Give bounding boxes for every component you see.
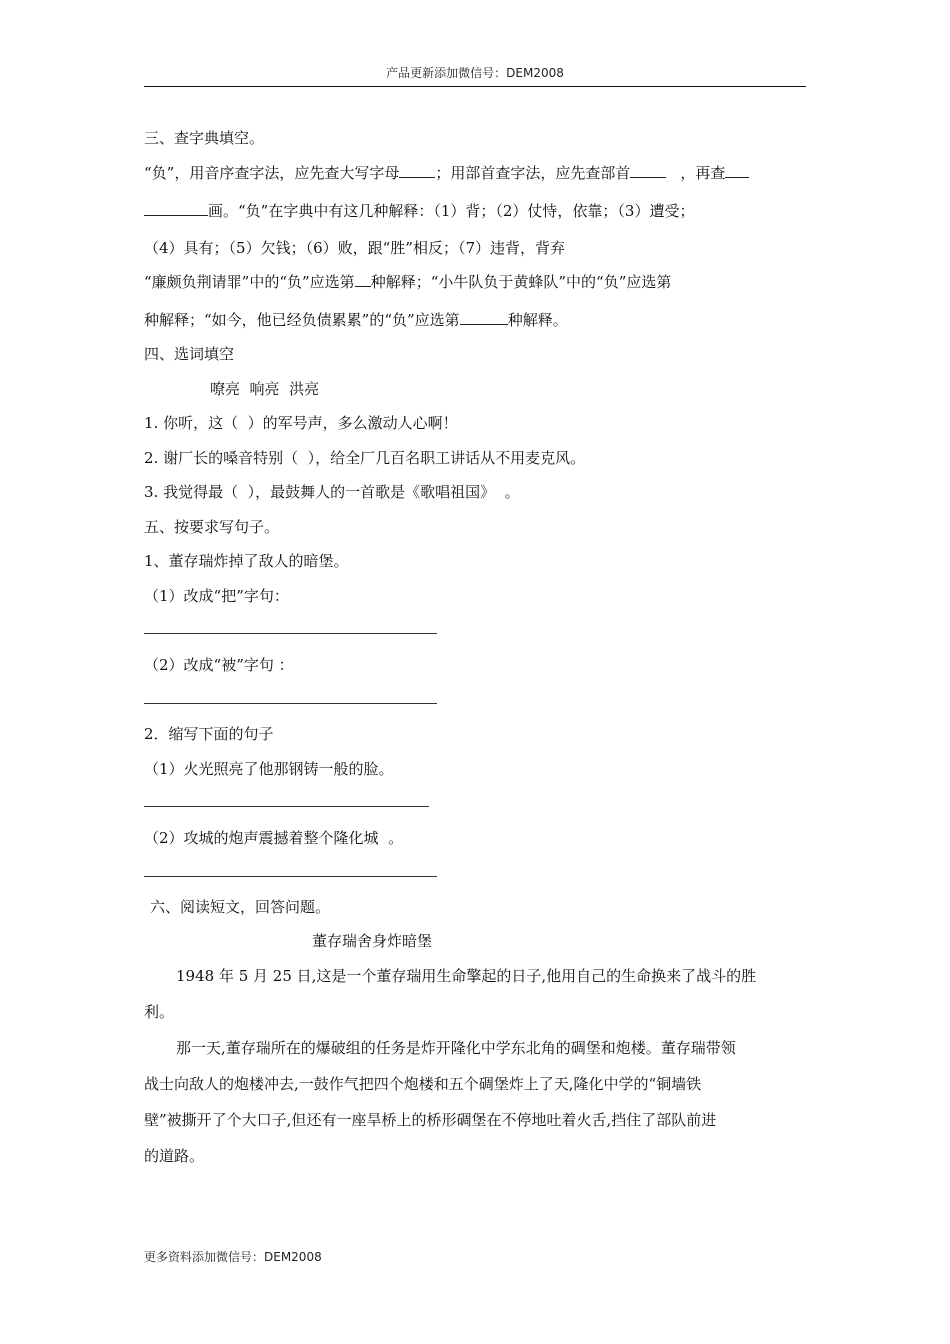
- answer-line[interactable]: [144, 703, 437, 704]
- page-footer: 更多资料添加微信号：DEM2008: [144, 1250, 322, 1264]
- section5-item1: 1、董存瑞炸掉了敌人的暗堡。: [144, 552, 349, 570]
- passage-paragraph-2-cont: 壁”被撕开了个大口子,但还有一座旱桥上的桥形碉堡在不停地吐着火舌,挡住了部队前进: [144, 1111, 717, 1129]
- section3-title: 三、查字典填空。: [144, 129, 265, 147]
- section3-line3: （4）具有；（5）欠钱；（6）败，跟“胜”相反；（7）违背，背弃: [144, 239, 566, 257]
- header-divider: [144, 86, 806, 87]
- passage-paragraph-2-cont: 战士向敌人的炮楼冲去,一鼓作气把四个炮楼和五个碉堡炸上了天,隆化中学的“铜墙铁: [144, 1075, 702, 1093]
- blank-strokes-b[interactable]: [144, 201, 208, 216]
- blank-letter[interactable]: [399, 163, 435, 178]
- blank-meaning-1[interactable]: [355, 272, 371, 287]
- blank-radical[interactable]: [630, 163, 666, 178]
- section3-line5-b: 种解释。: [507, 311, 568, 329]
- section3-line2-a: 画。“负”在字典中有这几种解释：（1）背；（2）仗恃，依靠；（3）遭受；: [208, 202, 695, 220]
- section4-q2: 2. 谢厂长的嗓音特别（ ），给全厂几百名职工讲话从不用麦克风。: [144, 449, 586, 467]
- section3-line4-a: “廉颇负荆请罪”中的“负”应选第: [144, 273, 355, 291]
- answer-line[interactable]: [144, 876, 437, 877]
- section3-line1-b: ；用部首查字法，应先查部首: [435, 164, 631, 182]
- blank-meaning-3[interactable]: [460, 310, 508, 325]
- answer-line[interactable]: [144, 806, 429, 807]
- section3-line1: [144, 163, 749, 183]
- page-header: 产品更新添加微信号：DEM2008: [386, 66, 564, 80]
- section4-q1: 1. 你听，这（ ）的军号声，多么激动人心啊！: [144, 414, 458, 432]
- passage-paragraph-2-cont: 的道路。: [144, 1147, 205, 1165]
- section5-title: 五、按要求写句子。: [144, 518, 280, 536]
- section4-title: 四、选词填空: [144, 345, 235, 363]
- section3-line4-b: 种解释；“小牛队负于黄蜂队”中的“负”应选第: [370, 273, 672, 291]
- section6-title: 六、阅读短文，回答问题。: [150, 898, 331, 916]
- section5-item2-sub2: （2）攻城的炮声震撼着整个隆化城 。: [144, 829, 404, 847]
- section3-line4: [144, 272, 671, 292]
- blank-strokes-a[interactable]: [725, 163, 749, 178]
- passage-paragraph-2: 那一天,董存瑞所在的爆破组的任务是炸开隆化中学东北角的碉堡和炮楼。董存瑞带领: [176, 1039, 736, 1057]
- section5-item2-sub1: （1）火光照亮了他那钢铸一般的脸。: [144, 760, 394, 778]
- passage-paragraph-1: 1948 年 5 月 25 日,这是一个董存瑞用生命擎起的日子,他用自己的生命换来了战斗的胜: [176, 967, 757, 985]
- section3-line5-a: 种解释；“如今，他已经负债累累”的“负”应选第: [144, 311, 460, 329]
- section5-item1-sub1: （1）改成“把”字句：: [144, 587, 289, 605]
- section3-line1-c: ，再查: [680, 164, 726, 182]
- passage-title: 董存瑞舍身炸暗堡: [312, 932, 433, 950]
- section5-item2: 2．缩写下面的句子: [144, 725, 274, 743]
- answer-line[interactable]: [144, 633, 437, 634]
- section3-line2: [144, 201, 694, 221]
- section5-item1-sub2: （2）改成“被”字句 ：: [144, 656, 294, 674]
- section3-line5: [144, 310, 568, 330]
- section3-line1-a: “负”，用音序查字法，应先查大写字母: [144, 164, 400, 182]
- passage-paragraph-1-cont: 利。: [144, 1003, 175, 1021]
- section4-q3: 3. 我觉得最（ ），最鼓舞人的一首歌是《歌唱祖国》 。: [144, 483, 520, 501]
- word-choices: 嘹亮 响亮 洪亮: [210, 380, 320, 398]
